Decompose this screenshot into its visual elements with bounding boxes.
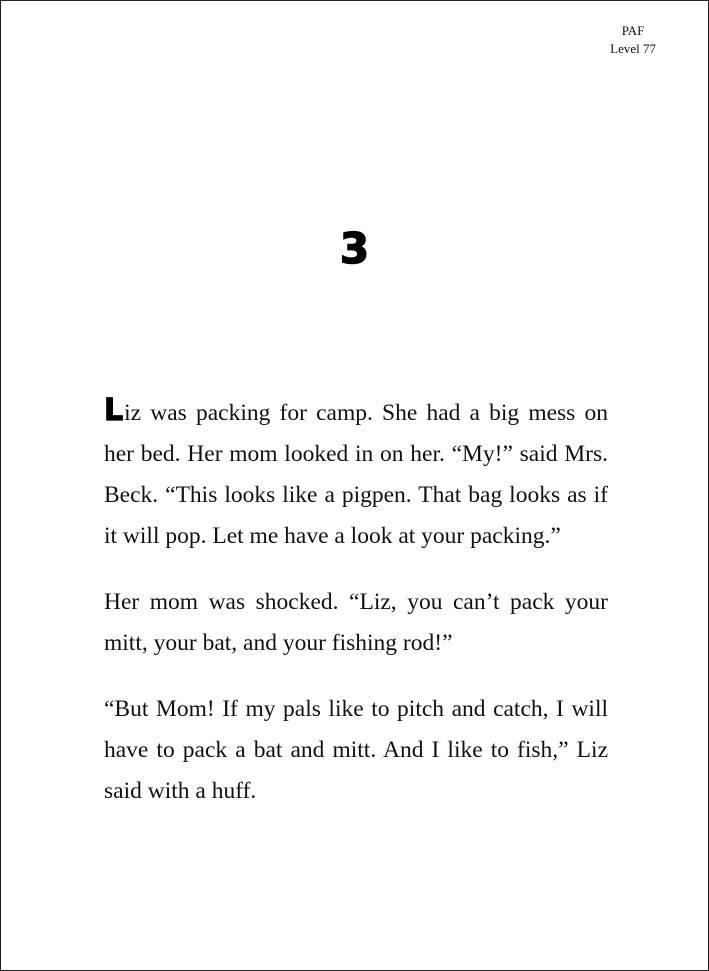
paragraph-text: “But Mom! If my pals like to pitch and catch, I will have to pack a bat and mitt. And I like to fish,” Liz said with a huff. [104, 696, 608, 804]
paragraph-text: iz was packing for camp. She had a big mess on her bed. Her mom looked in on her. “My!” said Mrs. Beck. “This looks like a pigpen. That bag looks as if it will pop. Let me have a look at your packing.” [104, 400, 608, 549]
story-paragraph-1 [104, 390, 608, 557]
story-paragraph-3 [104, 689, 608, 812]
paragraph-text: Her mom was shocked. “Liz, you can’t pack your mitt, your bat, and your fishing rod!” [104, 589, 608, 656]
chapter-number: 3 [339, 224, 370, 273]
drop-initial-letter: L [104, 393, 124, 428]
level-label: Level 77 [610, 41, 656, 56]
story-paragraph-2 [104, 582, 608, 664]
reading-level-tag [610, 22, 656, 58]
series-label: PAF [621, 23, 645, 38]
story-text [104, 390, 608, 837]
